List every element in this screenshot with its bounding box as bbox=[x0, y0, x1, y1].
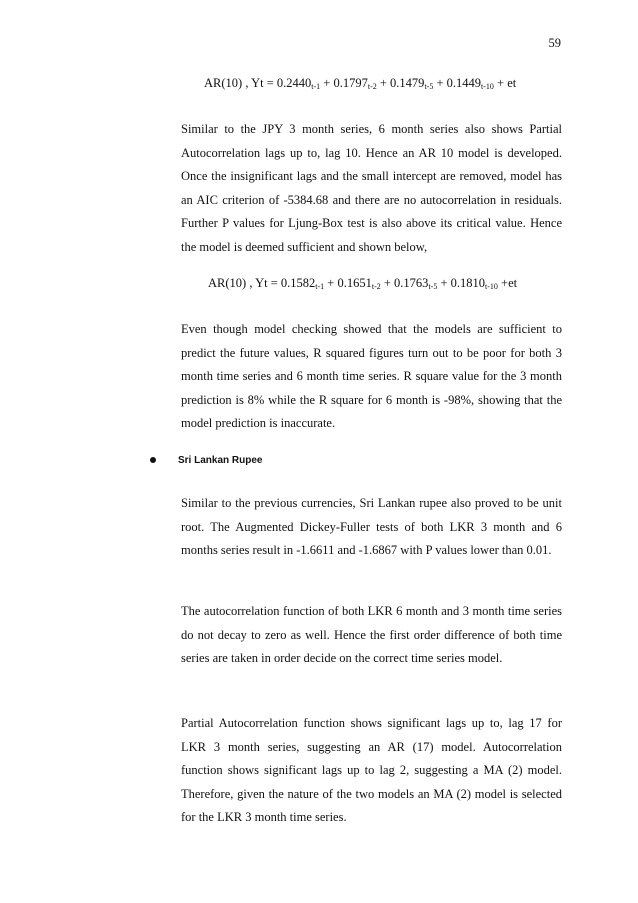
eq-term: AR(10) , Yt = 0.2440 bbox=[204, 76, 312, 90]
eq-subscript: t-5 bbox=[424, 82, 434, 91]
bullet-icon bbox=[150, 457, 156, 463]
paragraph-lkr-autocorrelation: The autocorrelation function of both LKR 6 month and 3 month time series do not decay to zero as well. Hence the first order difference of both time series are taken in order decide on the correct time series model. bbox=[181, 604, 562, 665]
eq-subscript: t-5 bbox=[428, 282, 438, 291]
bullet-heading: Sri Lankan Rupee bbox=[178, 454, 263, 466]
eq-term: + 0.1797 bbox=[320, 76, 368, 90]
paragraph-r-squared: Even though model checking showed that the models are sufficient to predict the future values, R squared figures turn out to be poor for both 3 month time series and 6 month time series. R square value for the 3 month prediction is 8% while the R square for 6 month is -98%, showing that the model prediction is inaccurate. bbox=[181, 322, 562, 430]
eq-term: + 0.1810 bbox=[437, 276, 486, 290]
equation-ar10-jpy-6-month bbox=[208, 276, 517, 291]
eq-subscript: t-10 bbox=[481, 82, 494, 91]
eq-term: + 0.1763 bbox=[380, 276, 429, 290]
eq-term: + et bbox=[493, 76, 517, 90]
equation-ar10-jpy-3-month bbox=[204, 76, 516, 91]
eq-term: + 0.1479 bbox=[376, 76, 425, 90]
page-number: 59 bbox=[548, 36, 561, 50]
eq-term: AR(10) , Yt = 0.1582 bbox=[208, 276, 316, 290]
paragraph-jpy-6-month: Similar to the JPY 3 month series, 6 month series also shows Partial Autocorrelation lags up to, lag 10. Hence an AR 10 model is developed. Once the insignificant lags and the small intercept are removed, model has an AIC criterion of -5384.68 and there are no autocorrelation in residuals. Further P values for Ljung-Box test is also above its critical value. Hence the model is deemed sufficient and shown below, bbox=[181, 122, 562, 254]
eq-term: + 0.1449 bbox=[433, 76, 482, 90]
eq-term: +et bbox=[497, 276, 518, 290]
bullet-item-sri-lankan-rupee bbox=[150, 452, 262, 468]
eq-subscript: t-1 bbox=[311, 82, 321, 91]
paragraph-lkr-model-selection: Partial Autocorrelation function shows significant lags up to, lag 17 for LKR 3 month series, suggesting an AR (17) model. Autocorrelation function shows significant lags up to lag 2, suggesting a MA (2) model. Therefore, given the nature of the two models an MA (2) model is selected for the LKR 3 month time series. bbox=[181, 716, 562, 824]
eq-term: + 0.1651 bbox=[324, 276, 372, 290]
eq-subscript: t-1 bbox=[315, 282, 325, 291]
eq-subscript: t-2 bbox=[371, 282, 381, 291]
eq-subscript: t-2 bbox=[367, 82, 377, 91]
eq-subscript: t-10 bbox=[485, 282, 498, 291]
paragraph-lkr-unit-root: Similar to the previous currencies, Sri Lankan rupee also proved to be unit root. The Augmented Dickey-Fuller tests of both LKR 3 month and 6 months series result in -1.6611 and -1.6867 with P values lower than 0.01. bbox=[181, 496, 562, 557]
